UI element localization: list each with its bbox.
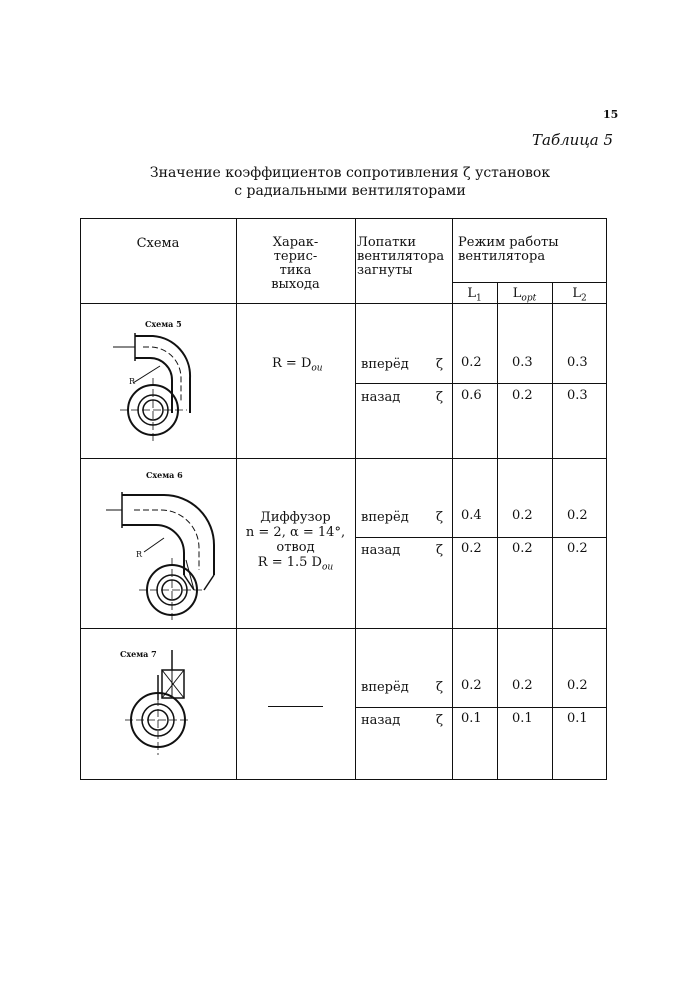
schema-7-drawing <box>120 645 220 760</box>
subrow-divider-1 <box>355 383 607 384</box>
header-characteristic <box>236 236 355 292</box>
header-mode <box>458 236 559 264</box>
row1-backward-l1: 0.6 <box>461 388 482 403</box>
subrow-divider-2 <box>355 537 607 538</box>
row2-characteristic-line-3: отвод <box>276 540 315 555</box>
row1-forward-l2: 0.3 <box>567 355 588 370</box>
header-characteristic-line-4: выхода <box>271 277 320 292</box>
row3-forward-lopt: 0.2 <box>512 678 533 693</box>
row2-backward-label: назад <box>361 543 401 558</box>
row3-forward-l2: 0.2 <box>567 678 588 693</box>
row2-forward-lopt: 0.2 <box>512 508 533 523</box>
row2-backward-l1: 0.2 <box>461 541 482 556</box>
row3-backward-label: назад <box>361 713 401 728</box>
header-col-lopt: $L_{opt}$ <box>512 286 537 304</box>
row1-backward-l2: 0.3 <box>567 388 588 403</box>
row3-characteristic-dash <box>268 706 323 707</box>
header-characteristic-line-1: Харак- <box>272 235 319 250</box>
row3-backward-l2: 0.1 <box>567 711 588 726</box>
schema-5-drawing <box>105 328 225 453</box>
row3-backward-zeta: ζ <box>436 713 444 728</box>
row3-backward-l1: 0.1 <box>461 711 482 726</box>
row1-forward-l1: 0.2 <box>461 355 482 370</box>
schema-6-label: Схема 6 <box>146 470 183 480</box>
col-divider-4 <box>497 282 498 780</box>
subheader-divider <box>452 282 607 283</box>
row2-characteristic-line-4: R = 1.5 $D_{ou}$ <box>257 555 334 573</box>
row1-backward-zeta: ζ <box>436 390 444 405</box>
title-line-2: с радиальными вентиляторами <box>234 183 466 199</box>
row3-forward-l1: 0.2 <box>461 678 482 693</box>
row-divider-1 <box>80 458 607 459</box>
schema-6-r-label: R <box>136 550 143 559</box>
row2-characteristic-line-1: Диффузор <box>260 510 331 525</box>
row2-forward-zeta: ζ <box>436 510 444 525</box>
header-blades-line-1: Лопатки <box>357 235 417 250</box>
header-col-l2: $L_2$ <box>572 286 587 304</box>
row2-forward-l2: 0.2 <box>567 508 588 523</box>
title-line-1: Значение коэффициентов сопротивления ζ установок <box>149 165 551 181</box>
header-characteristic-line-2: терис- <box>273 249 318 264</box>
row2-characteristic-line-2: n = 2, α = 14°, <box>245 525 346 540</box>
row3-forward-label: вперёд <box>361 680 409 695</box>
col-divider-5 <box>552 282 553 780</box>
header-characteristic-line-3: тика <box>279 263 312 278</box>
row-divider-2 <box>80 628 607 629</box>
header-blades <box>357 236 444 278</box>
table-label: Таблица 5 <box>532 131 614 149</box>
row1-forward-zeta: ζ <box>436 357 444 372</box>
row1-backward-lopt: 0.2 <box>512 388 533 403</box>
row2-backward-zeta: ζ <box>436 543 444 558</box>
header-mode-line-2: вентилятора <box>458 249 546 264</box>
schema-5-label: Схема 5 <box>145 319 182 329</box>
header-mode-line-1: Режим работы <box>458 235 559 250</box>
schema-6-drawing <box>104 480 234 620</box>
row1-characteristic: $R = D_{ou}$ <box>272 356 323 374</box>
row3-backward-lopt: 0.1 <box>512 711 533 726</box>
page-number: 15 <box>603 108 619 121</box>
row2-forward-l1: 0.4 <box>461 508 482 523</box>
header-schema: Схема <box>136 236 180 251</box>
row2-forward-label: вперёд <box>361 510 409 525</box>
subrow-divider-3 <box>355 707 607 708</box>
row2-backward-lopt: 0.2 <box>512 541 533 556</box>
row1-forward-label: вперёд <box>361 357 409 372</box>
header-blades-line-2: вентилятора <box>357 249 445 264</box>
row2-characteristic <box>236 510 355 576</box>
row2-backward-l2: 0.2 <box>567 541 588 556</box>
header-blades-line-3: загнуты <box>357 263 413 278</box>
schema-7-label: Схема 7 <box>120 649 157 659</box>
row1-forward-lopt: 0.3 <box>512 355 533 370</box>
table-title <box>120 164 580 200</box>
schema-5-r-label: R <box>129 377 136 386</box>
row1-backward-label: назад <box>361 390 401 405</box>
row3-forward-zeta: ζ <box>436 680 444 695</box>
header-col-l1: $L_1$ <box>467 286 482 304</box>
